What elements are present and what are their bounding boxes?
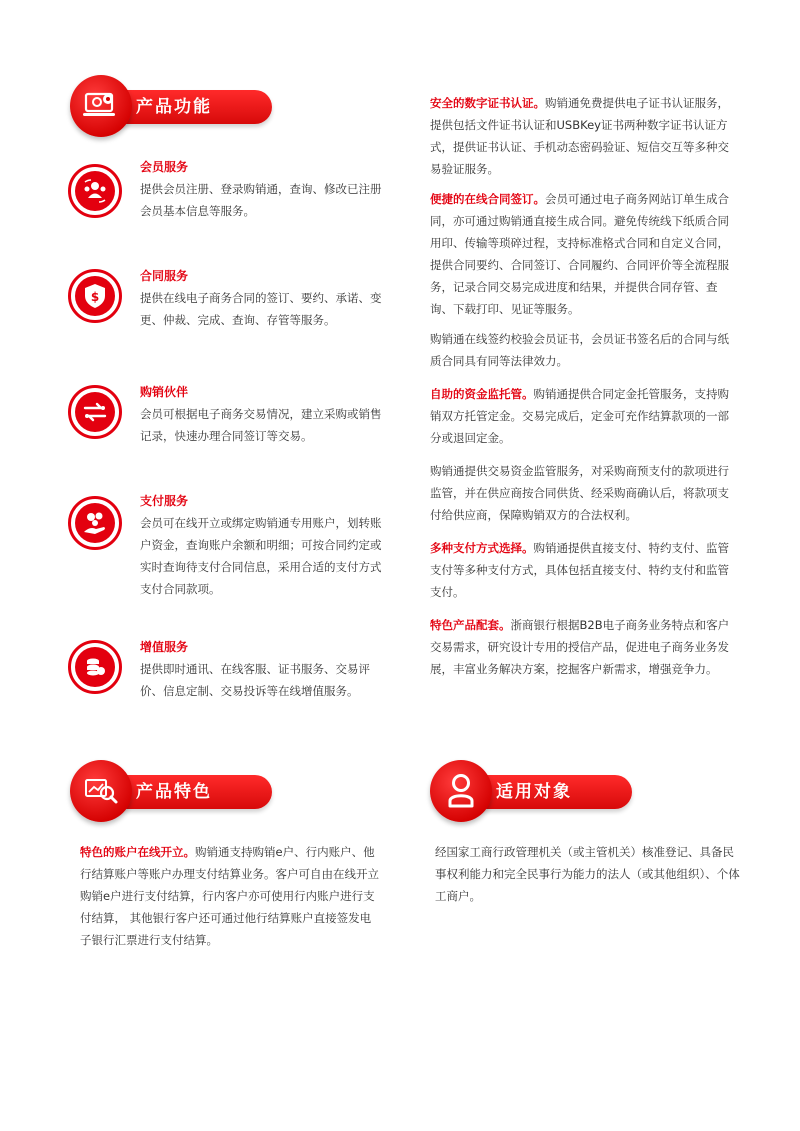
member-people-icon (68, 164, 122, 218)
feature-desc: 会员可在线开立或绑定购销通专用账户，划转账户资金，查询账户余额和明细；可按合同约定或实时查询待支付合同信息，采用合适的支付方式支付合同款项。 (140, 516, 382, 596)
paragraph-text: 浙商银行根据B2B电子商务业务特点和客户交易需求，研究设计专用的授信产品，促进电子商务业务发展，丰富业务解决方案，挖掘客户新需求，增强竞争力。 (430, 618, 730, 676)
paragraph-text: 购销通提供合同定金托管服务，支持购销双方托管定金。交易完成后，定金可充作结算款项的一部分或退回定金。 (430, 387, 729, 445)
shield-money-icon (68, 269, 122, 323)
feature-desc: 提供在线电子商务合同的签订、要约、承诺、变更、仲裁、完成、查询、存管等服务。 (140, 291, 382, 327)
feature-desc: 会员可根据电子商务交易情况，建立采购或销售记录，快速办理合同签订等交易。 (140, 407, 382, 443)
paragraph-target-audience (435, 841, 745, 907)
paragraph-payment-methods (430, 537, 740, 603)
paragraph-text: 购销通免费提供电子证书认证服务，提供包括文件证书认证和USBKey证书两种数字证书认证方式，提供证书认证、手机动态密码验证、短信交互等多种交易验证服务。 (430, 96, 729, 176)
paragraph-highlight: 特色产品配套。 (430, 618, 511, 632)
computer-gears-icon (70, 75, 132, 137)
paragraph-text: 购销通提供交易资金监管服务，对采购商预支付的款项进行监管，并在供应商按合同供货、经采购商确认后，将款项支付给供应商，保障购销双方的合法权利。 (430, 464, 729, 522)
svg-text:$: $ (90, 290, 100, 304)
magnifier-chart-icon (70, 760, 132, 822)
person-outline-icon (430, 760, 492, 822)
feature-title: 增值服务 (140, 640, 189, 654)
paragraph-fund-custody (430, 383, 740, 449)
paragraph-highlight: 安全的数字证书认证。 (430, 96, 545, 110)
feature-desc: 提供即时通讯、在线客服、证书服务、交易评价、信息定制、交易投诉等在线增值服务。 (140, 662, 370, 698)
paragraph-text: 经国家工商行政管理机关（或主管机关）核准登记、具备民事权利能力和完全民事行为能力的法人（或其他组织）、个体工商户。 (435, 845, 740, 903)
section-title-features: 产品特色 (102, 775, 272, 809)
section-title-functions: 产品功能 (102, 90, 272, 124)
section-heading-targets (430, 760, 635, 816)
feature-payment-service (68, 492, 388, 602)
paragraph-legal-effect (430, 328, 740, 372)
paragraph-highlight: 多种支付方式选择。 (430, 541, 534, 555)
paragraph-fund-supervision (430, 460, 740, 526)
paragraph-online-contract (430, 188, 740, 320)
feature-desc: 提供会员注册、登录购销通，查询、修改已注册会员基本信息等服务。 (140, 182, 382, 218)
feature-trade-partner (68, 383, 388, 453)
section-heading-features (70, 760, 275, 816)
exchange-arrows-icon (68, 385, 122, 439)
coin-stack-icon (68, 640, 122, 694)
hand-coins-icon (68, 496, 122, 550)
paragraph-text: 购销通支持购销e户、行内账户、他行结算账户等账户办理支付结算业务。客户可自由在线开立购销e户进行支付结算，行内客户亦可使用行内账户进行支付结算， 其他银行客户还可通过他行结算账户直接签发电子银行汇票进行支付结算。 (80, 845, 379, 947)
feature-title: 支付服务 (140, 494, 189, 508)
paragraph-text: 会员可通过电子商务网站订单生成合同，亦可通过购销通直接生成合同。避免传统线下纸质合同用印、传输等琐碎过程，支持标准格式合同和自定义合同，提供合同要约、合同签订、合同履约、合同评价等全流程服务，记录合同交易完成进度和结果，并提供合同存管、查询、下载打印、见证等服务。 (430, 192, 729, 316)
feature-value-added (68, 638, 388, 708)
paragraph-highlight: 自助的资金监托管。 (430, 387, 534, 401)
paragraph-digital-certificate (430, 92, 740, 180)
paragraph-text: 购销通提供直接支付、特约支付、监管支付等多种支付方式，具体包括直接支付、特约支付和监管支付。 (430, 541, 729, 599)
paragraph-text: 购销通在线签约校验会员证书，会员证书签名后的合同与纸质合同具有同等法律效力。 (430, 332, 729, 368)
feature-title: 购销伙伴 (140, 385, 189, 399)
feature-contract-service (68, 267, 388, 337)
paragraph-special-products (430, 614, 740, 680)
section-title-targets: 适用对象 (462, 775, 632, 809)
paragraph-highlight: 便捷的在线合同签订。 (430, 192, 545, 206)
paragraph-account-opening (80, 841, 380, 951)
feature-title: 合同服务 (140, 269, 189, 283)
feature-member-service (68, 158, 388, 228)
feature-title: 会员服务 (140, 160, 189, 174)
paragraph-highlight: 特色的账户在线开立。 (80, 845, 195, 859)
section-heading-functions (70, 75, 275, 131)
